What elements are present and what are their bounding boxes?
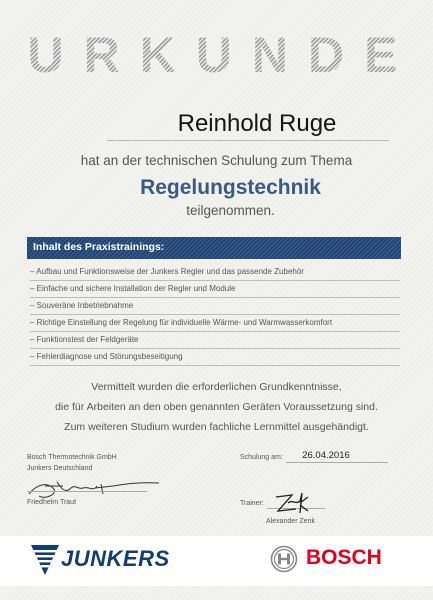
list-item: – Funktionstest der Feldgeräte xyxy=(30,332,400,349)
training-topic: Regelungstechnik xyxy=(140,176,321,199)
certificate-title: URKUNDE xyxy=(0,26,433,84)
trainer-label: Trainer: xyxy=(240,500,264,507)
junkers-logo-text: JUNKERS xyxy=(61,546,170,571)
training-content-list xyxy=(30,264,400,366)
training-date: 26.04.2016 xyxy=(302,450,350,461)
trainer-name: Alexander Zenk xyxy=(266,518,316,525)
participated-text: teilgenommen. xyxy=(186,203,275,218)
closing-text xyxy=(0,377,433,437)
bosch-armature-icon xyxy=(270,545,298,573)
date-label: Schulung am: xyxy=(240,454,283,461)
list-item: – Souveräne Inbetriebnahme xyxy=(30,298,400,315)
intro-text: hat an der technischen Schulung zum Thema xyxy=(80,153,353,168)
signatory-name: Friedhelm Traut xyxy=(27,499,77,506)
company-division: Junkers Deutschland xyxy=(27,465,93,472)
list-item: – Aufbau und Funktionsweise der Junkers Regler und das passende Zubehör xyxy=(30,264,400,281)
issuer-company xyxy=(27,452,117,474)
content-heading-banner xyxy=(27,237,401,259)
recipient-name: Reinhold Ruge xyxy=(177,110,337,137)
closing-line: die für Arbeiten an den oben genannten Geräten Voraussetzung sind. xyxy=(55,401,378,413)
closing-line: Zum weiteren Studium wurden fachliche Lernmittel ausgehändigt. xyxy=(64,421,369,433)
signature-line xyxy=(27,491,147,492)
junkers-logo-icon xyxy=(31,545,59,575)
list-item: – Einfache und sichere Installation der Regler und Module xyxy=(30,281,400,298)
list-item: – Fehlerdiagnose und Störungsbeseitigung xyxy=(30,349,400,366)
company-name: Bosch Thermotechnik GmbH xyxy=(27,454,117,461)
signature-zenk xyxy=(270,489,310,517)
list-item: – Richtige Einstellung der Regelung für individuelle Wärme- und Warmwasserkomfort xyxy=(30,315,400,332)
closing-line: Vermittelt wurden die erforderlichen Grundkenntnisse, xyxy=(91,381,342,393)
name-underline xyxy=(107,140,389,141)
date-underline xyxy=(286,462,388,463)
bosch-logo-text: BOSCH xyxy=(306,546,382,569)
content-heading: Inhalt des Praxistrainings: xyxy=(33,241,165,253)
